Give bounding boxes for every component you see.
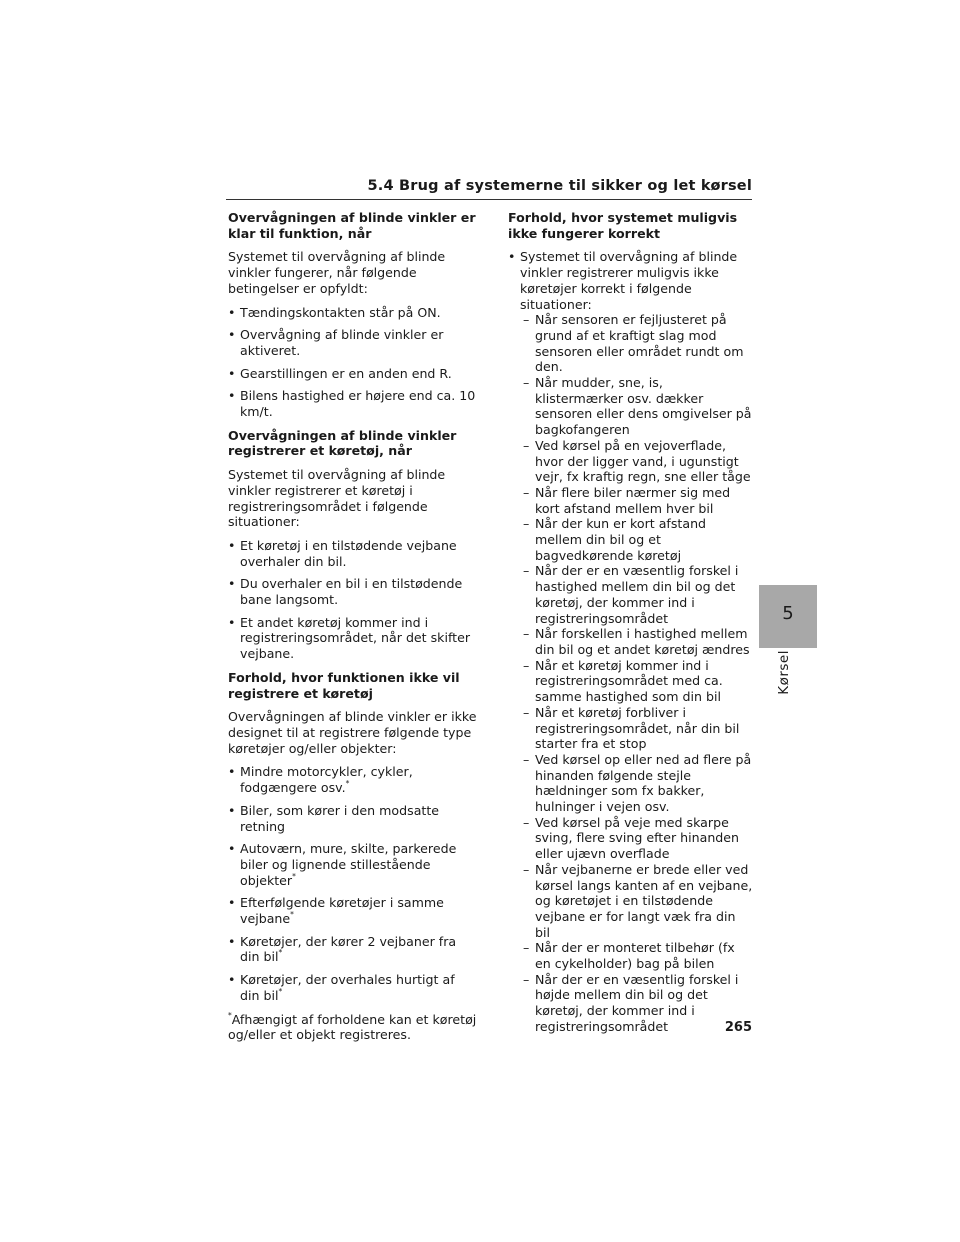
paragraph-detects-intro: Systemet til overvågning af blinde vinkler registrerer et køretøj i registreringsområdet i følgende situationer: — [228, 467, 446, 530]
dash-item: – Når vejbanerne er brede eller ved kørsel langs kanten af en vejbane, og køretøjet i en tilstødende vejbane er for langt væk fra din bil — [523, 862, 754, 941]
dash-item: – Ved kørsel på veje med skarpe sving, flere sving efter hinanden eller ujævn overflade — [523, 815, 754, 862]
dash-item: – Når der kun er kort afstand mellem din bil og et bagvedkørende køretøj — [523, 516, 754, 563]
right-column — [508, 210, 754, 1043]
list-item: • Et køretøj i en tilstødende vejbane overhaler din bil. — [228, 538, 478, 569]
dash-item: – Når forskellen i hastighed mellem din bil og et andet køretøj ændres — [523, 626, 754, 657]
heading-detects: Overvågningen af blinde vinkler registrerer et køretøj, når — [228, 427, 457, 459]
paragraph-ready-intro: Systemet til overvågning af blinde vinkler fungerer, når følgende betingelser er opfyldt: — [228, 249, 446, 296]
list-not-detect — [228, 764, 478, 1003]
dash-item: – Når sensoren er fejljusteret på grund af et kraftigt slag mod sensoren eller området rundt om den. — [523, 312, 754, 375]
list-detects — [228, 538, 478, 662]
list-item: • Overvågning af blinde vinkler er aktiveret. — [228, 327, 478, 358]
list-item-text: Køretøjer, der overhales hurtigt af din bil — [240, 972, 455, 1003]
chapter-number: 5 — [782, 603, 794, 624]
left-column — [228, 210, 478, 1043]
header-rule — [226, 199, 752, 200]
list-item — [228, 841, 478, 888]
heading-not-detect: Forhold, hvor funktionen ikke vil registrere et køretøj — [228, 669, 460, 701]
asterisk-mark: * — [278, 986, 283, 996]
dash-item: – Når flere biler nærmer sig med kort afstand mellem hver bil — [523, 485, 754, 516]
dash-item: – Ved kørsel op eller ned ad flere på hinanden følgende stejle hældninger som fx bakker, hulninger i vejen osv. — [523, 752, 754, 815]
footnote-text: Afhængigt af forholdene kan et køretøj og/eller et objekt registreres. — [228, 1011, 477, 1043]
dash-item: – Når der er en væsentlig forskel i hastighed mellem din bil og det køretøj, der kommer ind i registreringsområdet — [523, 563, 754, 626]
list-item-text: Biler, som kører i den modsatte retning — [240, 802, 440, 834]
asterisk-mark: * — [278, 948, 283, 958]
list-item — [228, 764, 478, 795]
heading-ready: Overvågningen af blinde vinkler er klar til funktion, når — [228, 210, 476, 241]
dash-item: – Når der er en væsentlig forskel i højde mellem din bil og det køretøj, der kommer ind i registreringsområdet — [523, 972, 754, 1035]
list-item-text: Autoværn, mure, skilte, parkerede biler og lignende stillestående objekter — [240, 841, 457, 888]
list-item-text: Efterfølgende køretøjer i samme vejbane — [240, 895, 444, 927]
asterisk-mark: * — [228, 1010, 232, 1020]
list-item-text: Systemet til overvågning af blinde vinkler registrerer muligvis ikke køretøjer korrekt i følgende situationer: — [520, 249, 738, 312]
list-item — [228, 934, 478, 965]
list-item — [228, 803, 478, 834]
list-limitations — [508, 249, 754, 1034]
list-item: • Tændingskontakten står på ON. — [228, 305, 478, 321]
list-item — [508, 249, 754, 1034]
list-conditions — [228, 305, 478, 420]
dash-item: – Når der er monteret tilbehør (fx en cykelholder) bag på bilen — [523, 940, 754, 971]
list-item: • Et andet køretøj kommer ind i registreringsområdet, når det skifter vejbane. — [228, 615, 478, 662]
chapter-label — [776, 650, 796, 720]
heading-limitations: Forhold, hvor systemet muligvis ikke fungerer korrekt — [508, 210, 738, 241]
page-number: 265 — [724, 1020, 752, 1035]
footnote — [228, 1012, 478, 1043]
list-item-text: Køretøjer, der kører 2 vejbaner fra din bil — [240, 933, 457, 965]
list-item: • Bilens hastighed er højere end ca. 10 km/t. — [228, 388, 478, 419]
dash-item: – Når mudder, sne, is, klistermærker osv. dækker sensoren eller dens omgivelser på bagkofangeren — [523, 375, 754, 438]
list-item: • Du overhaler en bil i en tilstødende bane langsomt. — [228, 576, 478, 607]
asterisk-mark: * — [292, 871, 296, 881]
asterisk-mark: * — [345, 779, 350, 789]
list-item: • Gearstillingen er en anden end R. — [228, 366, 478, 382]
list-item-text: Mindre motorcykler, cykler, fodgængere osv. — [240, 764, 413, 796]
dash-list — [520, 312, 754, 1034]
chapter-label-text: Kørsel — [776, 650, 792, 695]
paragraph-not-detect-intro: Overvågningen af blinde vinkler er ikke designet til at registrere følgende type køretøjer og/eller objekter: — [228, 709, 477, 756]
list-item — [228, 972, 478, 1003]
section-header: 5.4 Brug af systemerne til sikker og let kørsel — [367, 178, 752, 194]
asterisk-mark: * — [290, 910, 294, 920]
dash-item: – Ved kørsel på en vejoverflade, hvor der ligger vand, i ugunstigt vejr, fx kraftig regn, sne eller tåge — [523, 438, 754, 485]
list-item — [228, 895, 478, 926]
dash-item: – Når et køretøj kommer ind i registreringsområdet med ca. samme hastighed som din bil — [523, 658, 754, 705]
dash-item: – Når et køretøj forbliver i registreringsområdet, når din bil starter fra et stop — [523, 705, 754, 752]
